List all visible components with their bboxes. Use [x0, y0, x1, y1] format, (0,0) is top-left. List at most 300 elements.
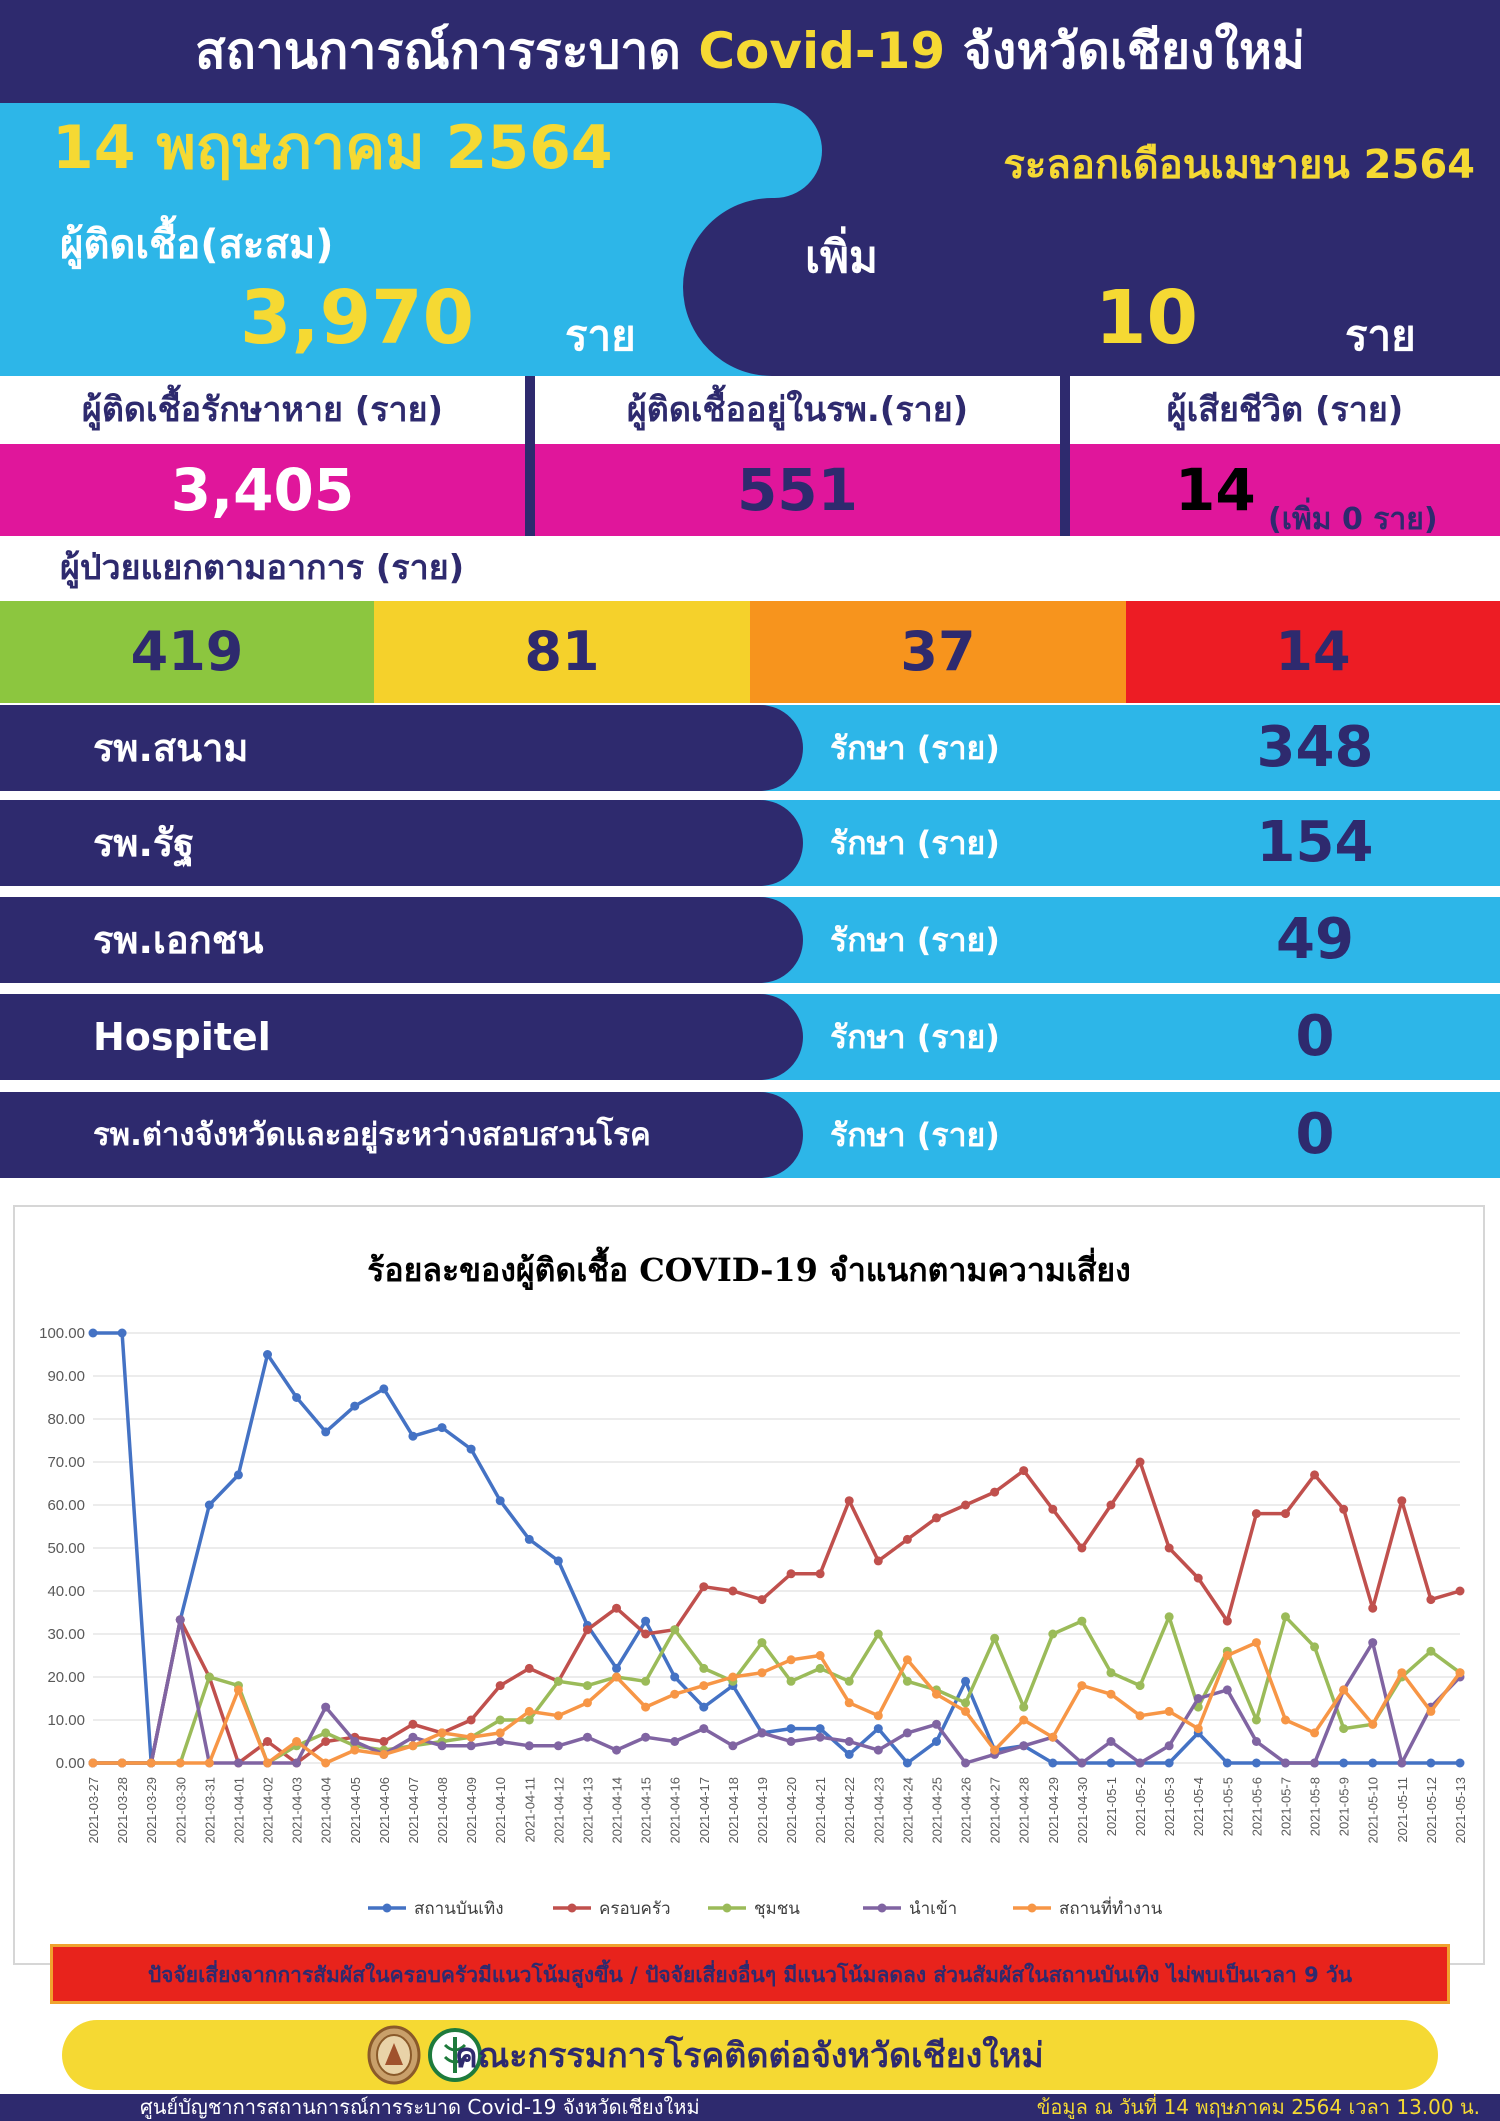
hospital-name: รพ.รัฐ: [93, 821, 195, 865]
data-point: [757, 1595, 766, 1604]
x-tick-label: 2021-04-03: [289, 1777, 305, 1844]
data-point: [467, 1445, 476, 1454]
data-point: [1310, 1759, 1319, 1768]
stats-divider: [525, 376, 535, 536]
data-point: [89, 1759, 98, 1768]
data-point: [408, 1720, 417, 1729]
hospital-name: รพ.ต่างจังหวัดและอยู่ระหว่างสอบสวนโรค: [93, 1117, 651, 1153]
data-point: [932, 1513, 941, 1522]
data-point: [874, 1556, 883, 1565]
data-point: [1426, 1759, 1435, 1768]
data-point: [321, 1427, 330, 1436]
data-point: [1397, 1496, 1406, 1505]
data-point: [1456, 1587, 1465, 1596]
data-point: [525, 1664, 534, 1673]
data-point: [699, 1681, 708, 1690]
data-point: [438, 1423, 447, 1432]
data-point: [757, 1668, 766, 1677]
data-point: [89, 1329, 98, 1338]
data-point: [699, 1703, 708, 1712]
data-point: [118, 1759, 127, 1768]
data-point: [1397, 1668, 1406, 1677]
data-point: [583, 1681, 592, 1690]
hospital-name: รพ.เอกชน: [93, 918, 264, 962]
data-point: [816, 1724, 825, 1733]
x-tick-label: 2021-05-3: [1162, 1777, 1178, 1837]
data-point: [699, 1724, 708, 1733]
data-point: [321, 1703, 330, 1712]
data-point: [1456, 1668, 1465, 1677]
data-point: [1048, 1733, 1057, 1742]
data-point: [496, 1681, 505, 1690]
x-tick-label: 2021-05-7: [1278, 1777, 1294, 1837]
data-point: [874, 1711, 883, 1720]
data-point: [1136, 1458, 1145, 1467]
data-point: [1368, 1759, 1377, 1768]
data-point: [263, 1737, 272, 1746]
x-tick-label: 2021-04-01: [231, 1777, 247, 1844]
x-tick-label: 2021-04-10: [493, 1777, 509, 1844]
data-point: [1252, 1716, 1261, 1725]
hospital-treat-label: รักษา (ราย): [830, 1018, 1000, 1056]
legend-label: ชุมชน: [754, 1899, 800, 1919]
y-tick-label: 80.00: [47, 1411, 85, 1428]
risk-note: ปัจจัยเสี่ยงจากการสัมผัสในครอบครัวมีแนวโน้มสูงขึ้น / ปัจจัยเสี่ยงอื่นๆ มีแนวโน้มลดลง ส่วนสัมผัสในสถานบันเทิง ไม่พบเป็นเวลา 9 วัน: [147, 1963, 1353, 1987]
data-point: [583, 1698, 592, 1707]
data-point: [1426, 1595, 1435, 1604]
data-point: [845, 1496, 854, 1505]
x-tick-label: 2021-03-28: [115, 1777, 131, 1844]
data-point: [467, 1716, 476, 1725]
data-point: [205, 1501, 214, 1510]
data-point: [932, 1690, 941, 1699]
data-point: [1106, 1668, 1115, 1677]
data-point: [1339, 1759, 1348, 1768]
data-point: [438, 1741, 447, 1750]
data-point: [1077, 1681, 1086, 1690]
data-point: [961, 1501, 970, 1510]
x-tick-label: 2021-05-4: [1191, 1777, 1207, 1837]
data-point: [1223, 1759, 1232, 1768]
y-tick-label: 60.00: [47, 1497, 85, 1514]
data-point: [234, 1685, 243, 1694]
data-point: [961, 1707, 970, 1716]
data-point: [1048, 1630, 1057, 1639]
data-point: [408, 1432, 417, 1441]
x-tick-label: 2021-04-21: [813, 1777, 829, 1844]
x-tick-label: 2021-05-10: [1365, 1777, 1381, 1844]
data-point: [641, 1677, 650, 1686]
data-point: [641, 1733, 650, 1742]
data-point: [816, 1651, 825, 1660]
wave-label: ระลอกเดือนเมษายน 2564: [1003, 142, 1475, 188]
data-point: [1194, 1574, 1203, 1583]
recovered-value: 3,405: [0, 444, 525, 536]
cumulative-label: ผู้ติดเชื้อ(สะสม): [60, 222, 334, 268]
data-point: [699, 1664, 708, 1673]
recovered-label: ผู้ติดเชื้อรักษาหาย (ราย): [0, 376, 525, 444]
x-tick-label: 2021-04-30: [1074, 1777, 1090, 1844]
data-point: [641, 1617, 650, 1626]
title-highlight: Covid-19: [698, 22, 946, 80]
data-point: [1339, 1685, 1348, 1694]
x-tick-label: 2021-05-12: [1423, 1777, 1439, 1844]
data-point: [1106, 1737, 1115, 1746]
data-point: [118, 1329, 127, 1338]
y-tick-label: 100.00: [39, 1325, 85, 1342]
data-point: [816, 1733, 825, 1742]
x-tick-label: 2021-04-08: [435, 1777, 451, 1844]
footer-timestamp: ข้อมูล ณ วันที่ 14 พฤษภาคม 2564 เวลา 13.00 น.: [1036, 2095, 1480, 2119]
data-point: [1077, 1759, 1086, 1768]
data-point: [816, 1664, 825, 1673]
cumulative-unit: ราย: [565, 311, 636, 360]
x-tick-label: 2021-04-05: [347, 1777, 363, 1844]
x-tick-label: 2021-04-17: [696, 1777, 712, 1844]
data-point: [321, 1728, 330, 1737]
data-point: [1223, 1617, 1232, 1626]
x-tick-label: 2021-04-27: [987, 1777, 1003, 1844]
legend-marker: [568, 1904, 577, 1913]
data-point: [845, 1677, 854, 1686]
data-point: [699, 1582, 708, 1591]
x-tick-label: 2021-05-2: [1133, 1777, 1149, 1837]
data-point: [176, 1759, 185, 1768]
data-point: [670, 1690, 679, 1699]
data-point: [554, 1677, 563, 1686]
x-tick-label: 2021-04-06: [376, 1777, 392, 1844]
data-point: [1136, 1681, 1145, 1690]
data-point: [932, 1737, 941, 1746]
y-tick-label: 10.00: [47, 1712, 85, 1729]
data-point: [845, 1698, 854, 1707]
x-tick-label: 2021-04-29: [1045, 1777, 1061, 1844]
hospital-name: Hospitel: [93, 1015, 271, 1059]
data-point: [728, 1587, 737, 1596]
title-prefix: สถานการณ์การระบาด: [195, 22, 699, 80]
data-point: [583, 1733, 592, 1742]
data-point: [321, 1737, 330, 1746]
x-tick-label: 2021-04-28: [1016, 1777, 1032, 1844]
x-tick-label: 2021-05-13: [1453, 1777, 1468, 1844]
x-tick-label: 2021-05-8: [1307, 1777, 1323, 1837]
data-point: [263, 1350, 272, 1359]
footer-source: ศูนย์บัญชาการสถานการณ์การระบาด Covid-19 จังหวัดเชียงใหม่: [140, 2095, 700, 2119]
data-point: [612, 1604, 621, 1613]
data-point: [438, 1728, 447, 1737]
x-tick-label: 2021-03-30: [173, 1777, 189, 1844]
data-point: [1019, 1703, 1028, 1712]
legend-label: สถานบันเทิง: [414, 1899, 504, 1919]
data-point: [845, 1750, 854, 1759]
x-tick-label: 2021-03-31: [202, 1777, 218, 1844]
hospital-treat-label: รักษา (ราย): [830, 1116, 1000, 1154]
x-tick-label: 2021-04-26: [958, 1777, 974, 1844]
data-point: [757, 1638, 766, 1647]
y-tick-label: 0.00: [55, 1755, 85, 1772]
data-point: [379, 1384, 388, 1393]
data-point: [787, 1724, 796, 1733]
data-point: [496, 1728, 505, 1737]
data-point: [1252, 1759, 1261, 1768]
data-point: [1310, 1642, 1319, 1651]
data-point: [292, 1393, 301, 1402]
data-point: [990, 1634, 999, 1643]
hospital-value: 348: [1256, 715, 1374, 780]
severity-moderate: 81: [374, 601, 750, 703]
data-point: [554, 1711, 563, 1720]
data-point: [350, 1737, 359, 1746]
data-point: [728, 1741, 737, 1750]
data-point: [1165, 1544, 1174, 1553]
data-point: [263, 1759, 272, 1768]
x-tick-label: 2021-04-19: [754, 1777, 770, 1844]
data-point: [1368, 1720, 1377, 1729]
x-tick-label: 2021-04-22: [842, 1777, 858, 1844]
data-point: [554, 1556, 563, 1565]
legend-marker: [878, 1904, 887, 1913]
data-point: [525, 1716, 534, 1725]
hospital-value: 0: [1295, 1102, 1335, 1167]
data-point: [757, 1728, 766, 1737]
data-point: [408, 1733, 417, 1742]
data-point: [1310, 1470, 1319, 1479]
data-point: [321, 1759, 330, 1768]
y-tick-label: 70.00: [47, 1454, 85, 1471]
data-point: [147, 1759, 156, 1768]
data-point: [903, 1759, 912, 1768]
in-hospital-value: 551: [535, 444, 1060, 536]
data-point: [816, 1569, 825, 1578]
data-point: [932, 1720, 941, 1729]
data-point: [787, 1677, 796, 1686]
hospital-name: รพ.สนาม: [93, 726, 249, 770]
data-point: [1368, 1604, 1377, 1613]
legend-marker: [723, 1904, 732, 1913]
data-point: [670, 1737, 679, 1746]
deaths-value: 14: [1070, 444, 1500, 536]
data-point: [1194, 1724, 1203, 1733]
data-point: [1106, 1501, 1115, 1510]
data-point: [379, 1737, 388, 1746]
legend-label: นำเข้า: [909, 1899, 958, 1919]
data-point: [1252, 1737, 1261, 1746]
legend-label: สถานที่ทำงาน: [1059, 1899, 1163, 1919]
report-date: 14 พฤษภาคม 2564: [52, 113, 613, 183]
data-point: [205, 1673, 214, 1682]
x-tick-label: 2021-04-25: [929, 1777, 945, 1844]
y-tick-label: 90.00: [47, 1368, 85, 1385]
data-point: [787, 1737, 796, 1746]
deaths-label: ผู้เสียชีวิต (ราย): [1070, 376, 1500, 444]
data-point: [525, 1535, 534, 1544]
data-point: [1252, 1509, 1261, 1518]
data-point: [408, 1741, 417, 1750]
data-point: [1194, 1694, 1203, 1703]
data-point: [1106, 1690, 1115, 1699]
data-point: [467, 1741, 476, 1750]
data-point: [1165, 1741, 1174, 1750]
data-point: [874, 1746, 883, 1755]
data-point: [554, 1741, 563, 1750]
y-tick-label: 50.00: [47, 1540, 85, 1557]
stats-divider: [1060, 376, 1070, 536]
data-point: [1339, 1724, 1348, 1733]
hospital-value: 49: [1276, 907, 1354, 972]
x-tick-label: 2021-04-24: [900, 1777, 916, 1844]
data-point: [350, 1746, 359, 1755]
x-tick-label: 2021-04-23: [871, 1777, 887, 1844]
data-point: [961, 1698, 970, 1707]
data-point: [1019, 1716, 1028, 1725]
data-point: [1223, 1651, 1232, 1660]
legend-label: ครอบครัว: [599, 1899, 671, 1919]
x-tick-label: 2021-04-18: [725, 1777, 741, 1844]
severity-mild: 419: [0, 601, 374, 703]
data-point: [1077, 1617, 1086, 1626]
data-point: [1019, 1741, 1028, 1750]
data-point: [1426, 1647, 1435, 1656]
new-cases-unit: ราย: [1345, 311, 1416, 360]
data-point: [874, 1630, 883, 1639]
risk-line-chart: [13, 1205, 1485, 1940]
severity-severe: 37: [750, 601, 1126, 703]
x-tick-label: 2021-04-04: [318, 1777, 334, 1844]
data-point: [1281, 1759, 1290, 1768]
x-tick-label: 2021-04-12: [551, 1777, 567, 1844]
title-suffix: จังหวัดเชียงใหม่: [945, 22, 1305, 80]
legend-marker: [1028, 1904, 1037, 1913]
x-tick-label: 2021-04-20: [784, 1777, 800, 1844]
data-point: [292, 1737, 301, 1746]
data-point: [787, 1569, 796, 1578]
data-point: [612, 1673, 621, 1682]
data-point: [1281, 1716, 1290, 1725]
data-point: [1310, 1728, 1319, 1737]
data-point: [641, 1703, 650, 1712]
data-point: [1368, 1638, 1377, 1647]
new-cases-value: 10: [1095, 275, 1198, 361]
x-tick-label: 2021-04-07: [405, 1777, 421, 1844]
data-point: [1252, 1638, 1261, 1647]
data-point: [1456, 1759, 1465, 1768]
x-tick-label: 2021-05-5: [1220, 1777, 1236, 1837]
data-point: [728, 1673, 737, 1682]
x-tick-label: 2021-04-13: [580, 1777, 596, 1844]
x-tick-label: 2021-05-1: [1103, 1777, 1119, 1837]
x-tick-label: 2021-04-11: [522, 1777, 538, 1843]
data-point: [990, 1746, 999, 1755]
data-point: [1048, 1505, 1057, 1514]
data-point: [467, 1733, 476, 1742]
data-point: [1426, 1707, 1435, 1716]
x-tick-label: 2021-05-6: [1249, 1777, 1265, 1837]
data-point: [1397, 1759, 1406, 1768]
x-tick-label: 2021-05-9: [1336, 1777, 1352, 1837]
data-point: [583, 1625, 592, 1634]
data-point: [961, 1759, 970, 1768]
data-point: [496, 1716, 505, 1725]
y-tick-label: 40.00: [47, 1583, 85, 1600]
data-point: [903, 1655, 912, 1664]
data-point: [176, 1615, 185, 1624]
data-point: [1281, 1612, 1290, 1621]
committee-name: คณะกรรมการโรคติดต่อจังหวัดเชียงใหม่: [455, 2036, 1044, 2076]
severity-title: ผู้ป่วยแยกตามอาการ (ราย): [60, 548, 465, 588]
data-point: [1019, 1466, 1028, 1475]
data-point: [1165, 1759, 1174, 1768]
data-point: [1077, 1544, 1086, 1553]
data-point: [525, 1741, 534, 1750]
x-tick-label: 2021-04-02: [260, 1777, 276, 1844]
page-title: [0, 0, 1500, 103]
data-point: [1136, 1711, 1145, 1720]
data-point: [234, 1470, 243, 1479]
chart-title: ร้อยละของผู้ติดเชื้อ COVID-19 จำแนกตามความเสี่ยง: [367, 1251, 1131, 1289]
data-point: [1223, 1685, 1232, 1694]
x-tick-label: 2021-03-29: [144, 1777, 160, 1844]
severity-critical: 14: [1126, 601, 1500, 703]
data-point: [641, 1630, 650, 1639]
data-point: [961, 1677, 970, 1686]
data-point: [1339, 1505, 1348, 1514]
hospital-value: 0: [1295, 1004, 1335, 1069]
cumulative-value: 3,970: [240, 275, 475, 361]
data-point: [234, 1759, 243, 1768]
hospital-treat-label: รักษา (ราย): [830, 921, 1000, 959]
data-point: [379, 1750, 388, 1759]
x-tick-label: 2021-03-27: [86, 1777, 101, 1844]
in-hospital-label: ผู้ติดเชื้ออยู่ในรพ.(ราย): [535, 376, 1060, 444]
x-tick-label: 2021-04-14: [609, 1777, 625, 1844]
data-point: [1136, 1759, 1145, 1768]
deaths-increase: (เพิ่ม 0 ราย): [1268, 502, 1438, 537]
data-point: [205, 1759, 214, 1768]
x-tick-label: 2021-04-15: [638, 1777, 654, 1844]
data-point: [496, 1737, 505, 1746]
y-tick-label: 30.00: [47, 1626, 85, 1643]
hospital-treat-label: รักษา (ราย): [830, 729, 1000, 767]
data-point: [1048, 1759, 1057, 1768]
new-cases-label: เพิ่ม: [805, 232, 879, 283]
data-point: [292, 1759, 301, 1768]
hospital-treat-label: รักษา (ราย): [830, 824, 1000, 862]
data-point: [1165, 1707, 1174, 1716]
data-point: [670, 1625, 679, 1634]
data-point: [874, 1724, 883, 1733]
data-point: [990, 1488, 999, 1497]
x-tick-label: 2021-05-11: [1394, 1777, 1410, 1843]
x-tick-label: 2021-04-16: [667, 1777, 683, 1844]
hospital-value: 154: [1256, 810, 1374, 875]
x-tick-label: 2021-04-09: [464, 1777, 480, 1844]
data-point: [1281, 1509, 1290, 1518]
data-point: [612, 1746, 621, 1755]
data-point: [903, 1677, 912, 1686]
data-point: [845, 1737, 854, 1746]
legend-marker: [383, 1904, 392, 1913]
data-point: [787, 1655, 796, 1664]
data-point: [903, 1728, 912, 1737]
data-point: [496, 1496, 505, 1505]
data-point: [612, 1664, 621, 1673]
data-point: [670, 1673, 679, 1682]
data-point: [903, 1535, 912, 1544]
provincial-seal-icon: [367, 2025, 421, 2085]
data-point: [1106, 1759, 1115, 1768]
data-point: [525, 1707, 534, 1716]
data-point: [1165, 1612, 1174, 1621]
